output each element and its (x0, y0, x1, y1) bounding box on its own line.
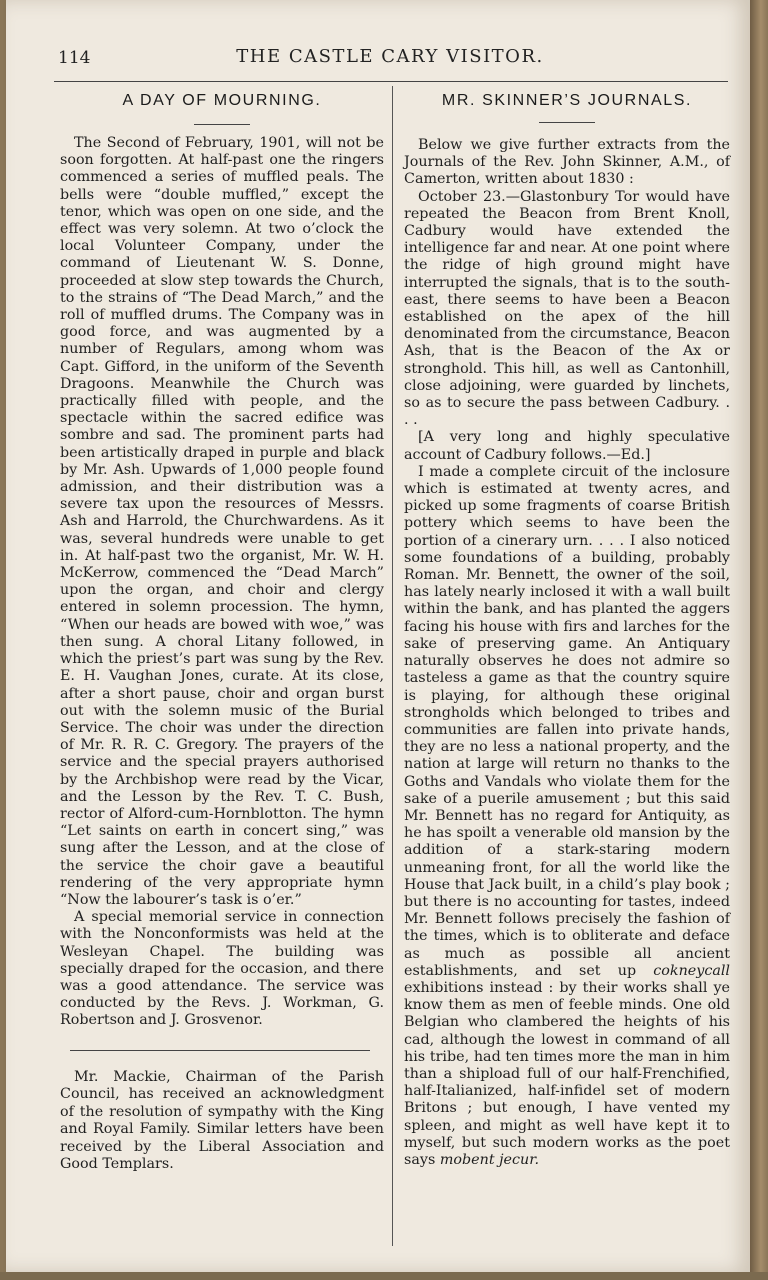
note-paragraph: Mr. Mackie, Chairman of the Parish Council, has received an acknowledgment of the resolution of sympathy with the King and Royal Family. Similar letters have been received by the Liberal Association and Good Templars. (60, 1068, 384, 1173)
section-divider (70, 1050, 370, 1051)
title-rule (194, 124, 250, 125)
italic-quote: mobent jecur. (439, 1151, 540, 1168)
italic-word: cokneycall (653, 962, 730, 979)
page-number: 114 (58, 48, 91, 68)
article-title-mourning: A DAY OF MOURNING. (122, 92, 322, 109)
parish-council-note (60, 1069, 384, 1174)
publication-title: THE CASTLE CARY VISITOR. (236, 46, 544, 67)
article-paragraph (404, 464, 730, 1169)
article-paragraph: A special memorial service in connection with the Nonconformists was held at the Wesleyan Chapel. The building was specially draped for the occasion, and there was a good attendance. The service was conducted by the Revs. J. Workman, G. Robertson and J. Grosvenor. (60, 909, 384, 1029)
page-edge (750, 0, 768, 1280)
editor-note: [A very long and highly speculative account of Cadbury follows.—Ed.] (404, 429, 730, 463)
right-column (404, 92, 730, 1169)
paragraph-text: I made a complete circuit of the inclosure which is estimated at twenty acres, and picked up some fragments of coarse British pottery which seems to have been the portion of a cinerary urn. . . . I also noticed some foundations of a building, probably Roman. Mr. Bennett, the owner of the soil, has lately nearly inclosed it with a wall built within the bank, and has planted the aggers facing his house with firs and larches for the sake of preserving game. An Antiquary naturally observes he does not admire so tasteless a game as that the country squire is playing, for although these original strongholds which belonged to tribes and communities are fallen into private hands, they are no less a national property, and the nation at large will return no thanks to the Goths and Vandals who violate them for the sake of a puerile amusement ; but this said Mr. Bennett has no regard for Antiquity, as he has spoilt a venerable old mansion by the addition of a stark-staring modern unmeaning front, for all the world like the House that Jack built, in a child’s play book ; but there is no accounting for tastes, indeed Mr. Bennett follows precisely the fashion of the times, which is to obliterate and deface as much as possible all ancient establishments, and set up (404, 463, 730, 979)
journal-entry: October 23.—Glastonbury Tor would have repeated the Beacon from Brent Knoll, Cadbury would have extended the intelligence far and near. At one point where the ridge of high ground might have interrupted the signals, that is to the south-east, there seems to have been a Beacon established on the apex of the hill denominated from the circumstance, Beacon Ash, that is the Beacon of the Ax or stronghold. This hill, as well as Cantonhill, close adjoining, were guarded by linchets, so as to secure the pass between Cadbury. . . . (404, 188, 730, 429)
left-column (60, 92, 384, 1174)
page-bottom-edge (0, 1272, 768, 1280)
paragraph-text: exhibitions instead : by their works shall ye know them as men of feeble minds. One old Belgian who clambered the heights of his cad, although the lowest in command of all his tribe, had ten times more the man in him than a shipload full of our half-Frenchified, half-Italianized, half-infidel set of modern Britons ; but enough, I have vented my spleen, and might as well have kept it to myself, but such modern works as the poet says (404, 979, 730, 1168)
column-divider (392, 86, 393, 1246)
magazine-page (6, 0, 750, 1272)
header-rule (54, 81, 728, 82)
article-paragraph: The Second of February, 1901, will not be soon forgotten. At half-past one the ringers commenced a series of muffled peals. The bells were “double muffled,” except the tenor, which was open on one side, and the effect was very solemn. At two o’clock the local Volunteer Company, under the command of Lieutenant W. S. Donne, proceeded at slow step towards the Church, to the strains of “The Dead March,” and the roll of muffled drums. The Company was in good force, and was augmented by a number of Regulars, among whom was Capt. Gifford, in the uniform of the Seventh Dragoons. Meanwhile the Church was practically filled with people, and the spectacle within the sacred edifice was sombre and sad. The prominent parts had been artistically draped in purple and black by Mr. Ash. Upwards of 1,000 people found admission, and their distribution was a severe tax upon the resources of Messrs. Ash and Harrold, the Churchwardens. As it was, several hundreds were unable to get in. At half-past two the organist, Mr. W. H. McKerrow, commenced the “Dead March” upon the organ, and choir and clergy entered in solemn procession. The hymn, “When our heads are bowed with woe,” was then sung. A choral Litany followed, in which the priest’s part was sung by the Rev. E. H. Vaughan Jones, curate. At its close, after a short pause, choir and organ burst out with the solemn music of the Burial Service. The choir was under the direction of Mr. R. R. C. Gregory. The prayers of the service and the special prayers authorised by the Archbishop were read by the Vicar, and the Lesson by the Rev. T. C. Bush, rector of Alford-cum-Hornblotton. The hymn “Let saints on earth in concert sing,” was sung after the Lesson, and at the close of the service the choir gave a beautiful rendering of the very appropriate hymn “Now the labourer’s task is o’er.” (60, 135, 384, 908)
running-header (54, 44, 726, 70)
title-rule (539, 122, 595, 123)
article-title-journals: MR. SKINNER’S JOURNALS. (441, 92, 693, 109)
article-paragraph: Below we give further extracts from the Journals of the Rev. John Skinner, A.M., of Camerton, written about 1830 : (404, 137, 730, 188)
